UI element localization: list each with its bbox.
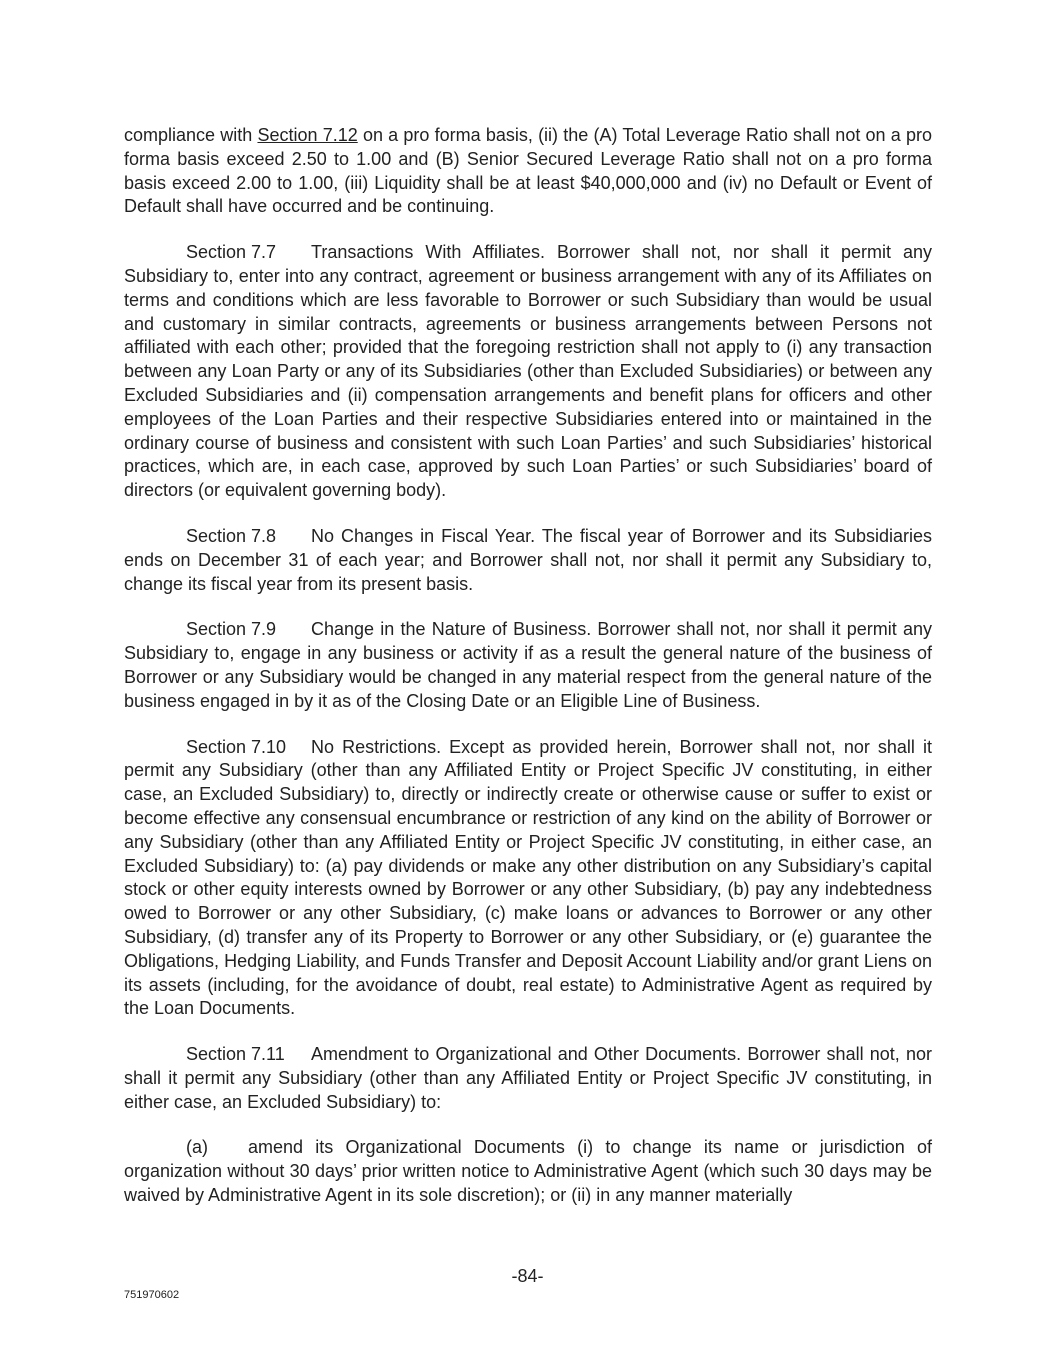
section-7-12-reference: Section 7.12 (257, 125, 358, 145)
section-text: Change in the Nature of Business. Borrower shall not, nor shall it permit any Subsidiary to, engage in any business or activity if as a result the general nature of the business of Borrower or any Subsidiary would be changed in any material respect from the general nature of the business engaged in by it as of the Closing Date or an Eligible Line of Business. (124, 619, 932, 711)
section-text: No Restrictions. Except as provided herein, Borrower shall not, nor shall it permit any Subsidiary (other than any Affiliated Entity or Project Specific JV constituting, in either case, an Excluded Subsidiary) to, directly or indirectly create or otherwise cause or suffer to exist or become effective any consensual encumbrance or restriction of any kind on the ability of Borrower or any Subsidiary (other than any Affiliated Entity or Project Specific JV constituting, in either case, an Excluded Subsidiary) to: (a) pay dividends or make any other distribution on any Subsidiary’s capital stock or other equity interests owned by Borrower or any other Subsidiary, (b) pay any indebtedness owed to Borrower or any other Subsidiary, (c) make loans or advances to Borrower or any other Subsidiary, (d) transfer any of its Property to Borrower or any other Subsidiary, or (e) guarantee the Obligations, Hedging Liability, and Funds Transfer and Deposit Account Liability and/or grant Liens on its assets (including, for the avoidance of doubt, real estate) to Administrative Agent as required by the Loan Documents. (124, 736, 932, 1019)
document-id: 751970602 (124, 1289, 180, 1301)
document-body (124, 124, 932, 1230)
section-number: Section 7.7 (186, 242, 277, 263)
subclause-text: amend its Organizational Documents (i) to change its name or jurisdiction of organization without 30 days’ prior written notice to Administrative Agent (which such 30 days may be waived by Administrative Agent in its sole discretion); or (ii) in any manner materially (124, 1137, 932, 1206)
intro-rest: on a pro forma basis, (ii) the (A) Total Leverage Ratio shall not on a pro forma basis exceed 2.50 to 1.00 and (B) Senior Secured Leverage Ratio shall not on a pro forma basis exceed 2.00 to 1.00, (iii) Liquidity shall be at least $40,000,000 and (iv) no Default or Event of Default shall have occurred and be continuing. (124, 125, 932, 217)
section-7-10-paragraph (124, 736, 932, 1022)
section-7-7-paragraph (124, 241, 932, 503)
section-7-11-paragraph (124, 1043, 932, 1114)
paragraph-intro (124, 124, 932, 219)
subclause-a-paragraph (124, 1136, 932, 1207)
subclause-label: (a) (186, 1137, 208, 1158)
section-text: Transactions With Affiliates. Borrower shall not, nor shall it permit any Subsidiary to, enter into any contract, agreement or business arrangement with any of its Affiliates on terms and conditions which are less favorable to Borrower or such Subsidiary than would be usual and customary in similar contracts, agreements or business arrangements between Persons not affiliated with each other; provided that the foregoing restriction shall not apply to (i) any transaction between any Loan Party or any of its Subsidiaries (other than Excluded Subsidiaries) or between any Excluded Subsidiaries and (ii) compensation arrangements and benefit plans for officers and other employees of the Loan Parties and their respective Subsidiaries entered into or maintained in the ordinary course of business and consistent with such Loan Parties’ and such Subsidiaries’ historical practices, which are, in each case, approved by such Loan Parties’ or such Subsidiaries’ board of directors (or equivalent governing body). (124, 242, 932, 501)
section-7-8-paragraph (124, 525, 932, 596)
section-number: Section 7.9 (186, 619, 277, 640)
intro-lead: compliance with (124, 125, 258, 145)
section-7-9-paragraph (124, 618, 932, 713)
section-text: No Changes in Fiscal Year. The fiscal year of Borrower and its Subsidiaries ends on December 31 of each year; and Borrower shall not, nor shall it permit any Subsidiary to, change its fiscal year from its present basis. (124, 525, 932, 594)
section-number: Section 7.10 (186, 736, 287, 757)
section-number: Section 7.8 (186, 525, 277, 546)
section-text: Amendment to Organizational and Other Documents. Borrower shall not, nor shall it permit any Subsidiary (other than any Affiliated Entity or Project Specific JV constituting, in either case, an Excluded Subsidiary) to: (124, 1044, 932, 1112)
section-number: Section 7.11 (186, 1044, 285, 1065)
page-number: -84- (511, 1266, 544, 1286)
